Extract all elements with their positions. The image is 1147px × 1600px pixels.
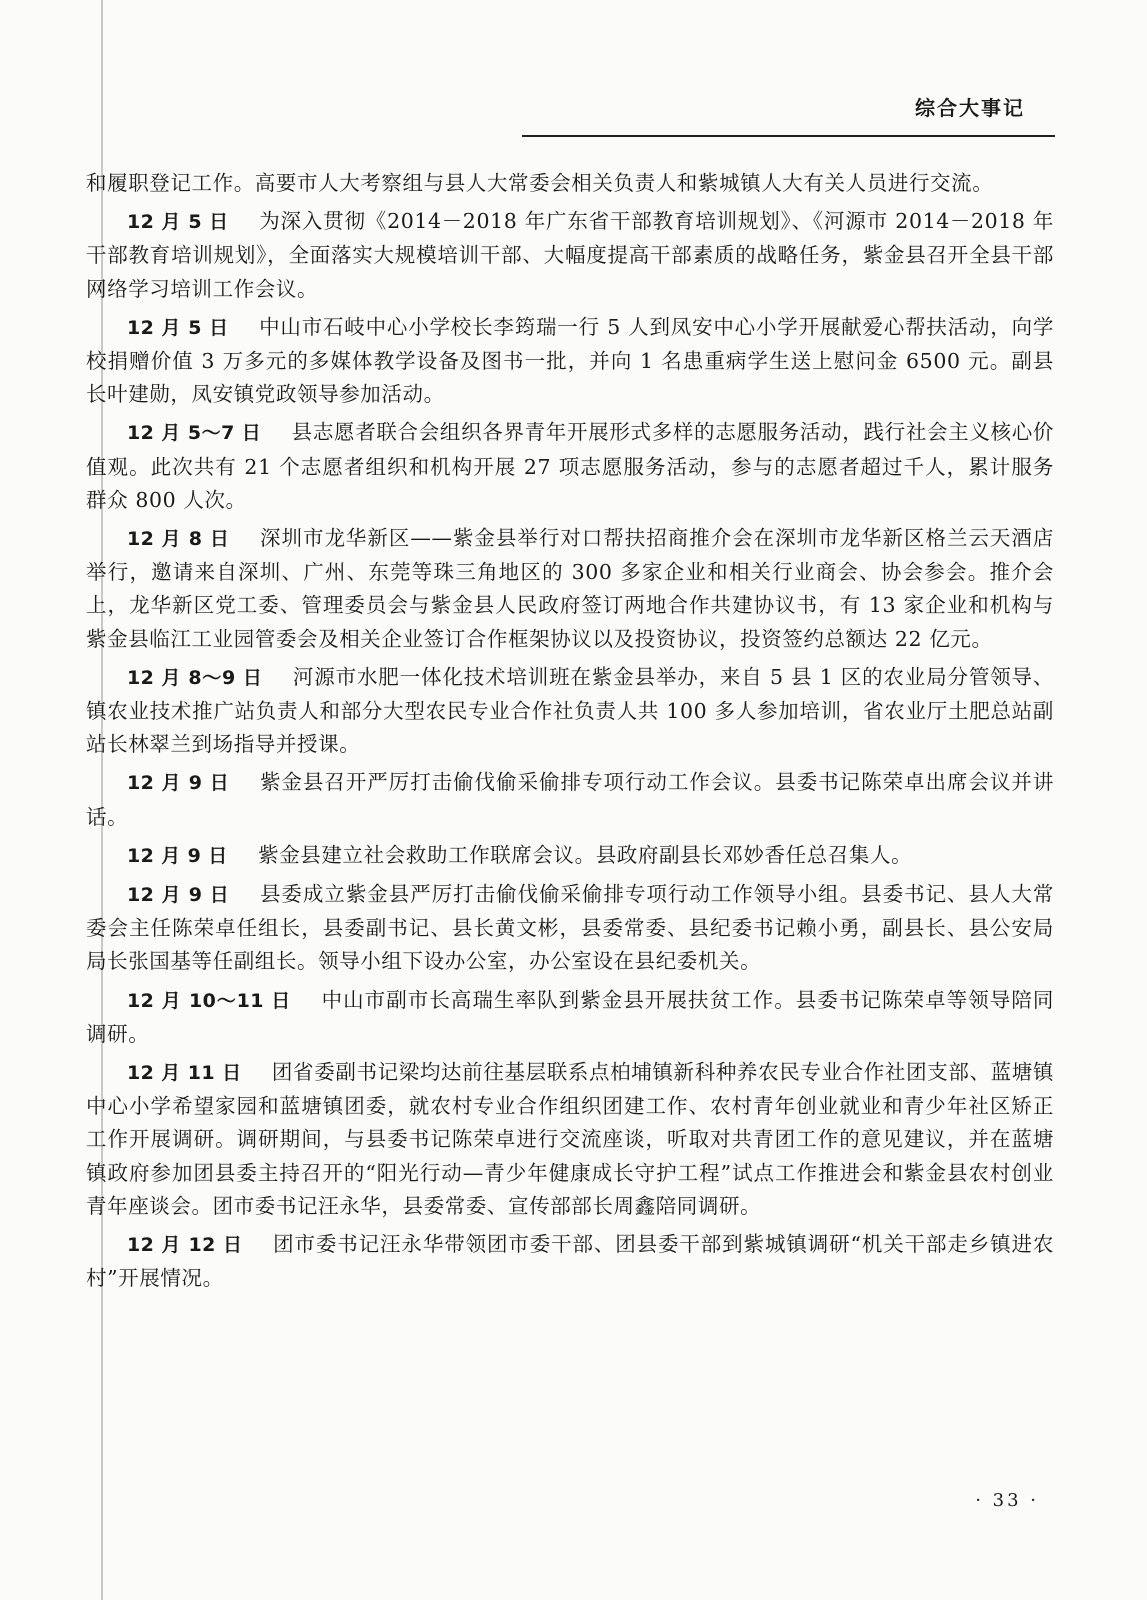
event-text: 为深入贯彻《2014－2018 年广东省干部教育培训规划》、《河源市 2014－2018 年干部教育培训规划》，全面落实大规模培训干部、大幅度提高干部素质的战略任务，紫金县召开全县干部网络学习培训工作会议。 xyxy=(86,209,1054,301)
event-date: 12 月 11 日 xyxy=(127,1062,242,1085)
event-date: 12 月 5 日 xyxy=(127,211,229,234)
event-entry xyxy=(86,661,1054,762)
event-date: 12 月 9 日 xyxy=(127,884,230,907)
event-entry xyxy=(86,311,1054,412)
event-date: 12 月 9 日 xyxy=(127,844,228,867)
header-rule xyxy=(522,135,1055,137)
event-text: 紫金县建立社会救助工作联席会议。县政府副县长邓妙香任总召集人。 xyxy=(258,842,913,867)
event-entry xyxy=(86,839,1054,873)
event-date: 12 月 8 日 xyxy=(127,528,230,551)
event-date: 12 月 9 日 xyxy=(127,772,230,795)
section-header: 综合大事记 xyxy=(915,96,1025,120)
page-body xyxy=(86,167,1054,1296)
page-number: · 33 · xyxy=(975,1490,1039,1511)
event-text: 中山市石岐中心小学校长李筠瑞一行 5 人到凤安中心小学开展献爱心帮扶活动，向学校捐赠价值 3 万多元的多媒体教学设备及图书一批，并向 1 名患重病学生送上慰问金 6500 元。副县长叶建勋，凤安镇党政领导参加活动。 xyxy=(86,314,1054,407)
event-text: 团省委副书记梁均达前往基层联系点柏埔镇新科种养农民专业合作社团支部、蓝塘镇中心小学希望家园和蓝塘镇团委，就农村专业合作组织团建工作、农村青年创业就业和青少年社区矫正工作开展调研。调研期间，与县委书记陈荣卓进行交流座谈，听取对共青团工作的意见建议，并在蓝塘镇政府参加团县委主持召开的“阳光行动—青少年健康成长守护工程”试点工作推进会和紫金县农村创业青年座谈会。团市委书记汪永华，县委常委、宣传部部长周鑫陪同调研。 xyxy=(86,1060,1055,1218)
event-entry xyxy=(86,416,1054,517)
event-date: 12 月 5～7 日 xyxy=(127,422,262,445)
event-date: 12 月 5 日 xyxy=(127,316,229,339)
event-text: 深圳市龙华新区——紫金县举行对口帮扶招商推介会在深圳市龙华新区格兰云天酒店举行，邀请来自深圳、广州、东莞等珠三角地区的 300 多家企业和相关行业商会、协会参会。推介会上，龙华新区党工委、管理委员会与紫金县人民政府签订两地合作共建协议书，有 13 家企业和机构与紫金县临江工业园管委会及相关企业签订合作框架协议以及投资协议，投资签约总额达 22 亿元。 xyxy=(86,526,1054,651)
lead-paragraph: 和履职登记工作。高要市人大考察组与县人大常委会相关负责人和紫城镇人大有关人员进行交流。 xyxy=(86,171,994,195)
event-date: 12 月 12 日 xyxy=(127,1234,243,1257)
event-text: 紫金县召开严厉打击偷伐偷采偷排专项行动工作会议。县委书记陈荣卓出席会议并讲话。 xyxy=(86,770,1054,829)
event-entry xyxy=(86,1056,1054,1223)
event-entry xyxy=(86,878,1054,979)
event-text: 中山市副市长高瑞生率队到紫金县开展扶贫工作。县委书记陈荣卓等领导陪同调研。 xyxy=(86,987,1055,1046)
event-text: 河源市水肥一体化技术培训班在紫金县举办，来自 5 县 1 区的农业局分管领导、镇农业技术推广站负责人和部分大型农民专业合作社负责人共 100 多人参加培训，省农业厅土肥总站副站长林翠兰到场指导并授课。 xyxy=(86,664,1054,757)
event-entry xyxy=(86,1228,1054,1295)
event-text: 县委成立紫金县严厉打击偷伐偷采偷排专项行动工作领导小组。县委书记、县人大常委会主任陈荣卓任组长，县委副书记、县长黄文彬，县委常委、县纪委书记赖小勇，副县长、县公安局局长张国基等任副组长。领导小组下设办公室，办公室设在县纪委机关。 xyxy=(86,882,1054,974)
event-entry xyxy=(86,766,1054,833)
event-date: 12 月 10～11 日 xyxy=(127,989,292,1012)
event-text: 县志愿者联合会组织各界青年开展形式多样的志愿服务活动，践行社会主义核心价值观。此次共有 21 个志愿者组织和机构开展 27 项志愿服务活动，参与的志愿者超过千人，累计服务群众 800 人次。 xyxy=(86,420,1054,512)
event-entry xyxy=(86,522,1054,656)
event-text: 团市委书记汪永华带领团市委干部、团县委干部到紫城镇调研“机关干部走乡镇进农村”开展情况。 xyxy=(86,1232,1054,1291)
event-date: 12 月 8～9 日 xyxy=(127,666,263,689)
event-entry xyxy=(86,984,1054,1051)
event-entry xyxy=(86,205,1054,306)
